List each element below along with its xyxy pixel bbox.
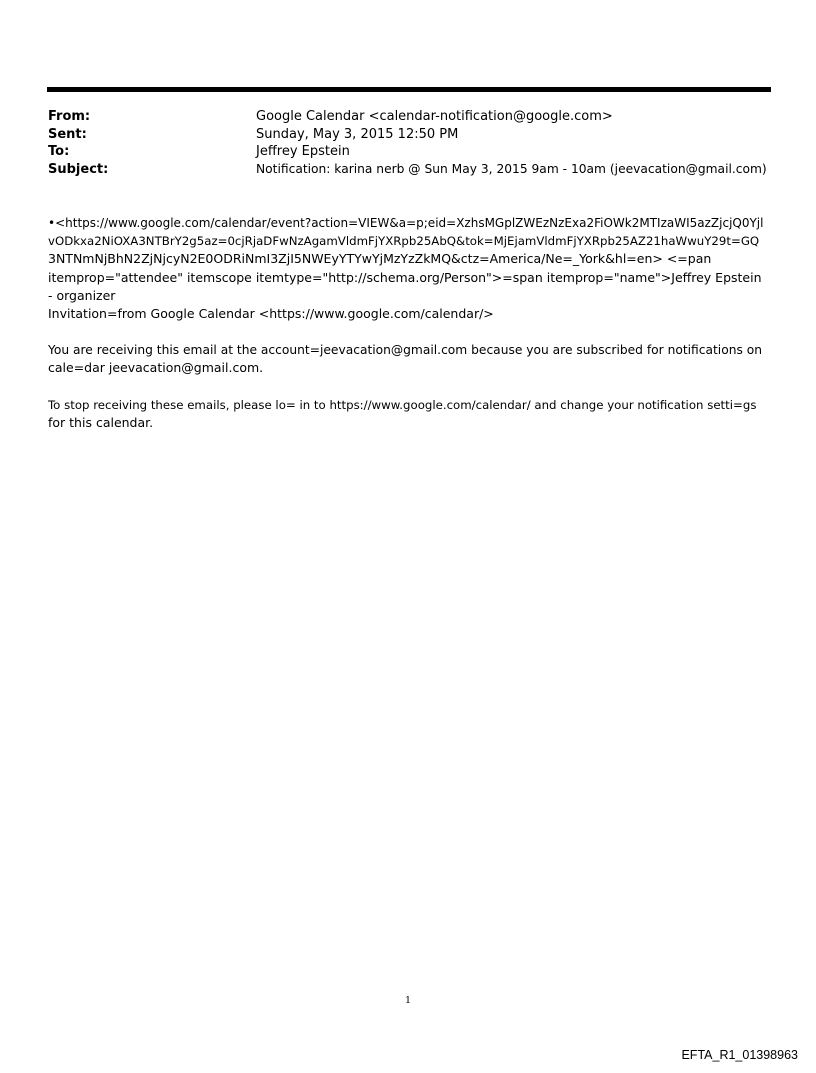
header-divider — [47, 87, 771, 92]
sent-row — [48, 126, 768, 144]
sent-value: Sunday, May 3, 2015 12:50 PM — [256, 126, 459, 142]
subject-row — [48, 161, 768, 179]
sent-label: Sent: — [48, 126, 87, 142]
subject-label: Subject: — [48, 161, 109, 177]
email-body — [48, 214, 770, 450]
body-line: Invitation=from Google Calendar <https://www.google.com/calendar/> — [48, 306, 494, 322]
body-line: vODkxa2NiOXA3NTBrY2g5az=0cjRjaDFwNzAgamVldmFjYXRpb25AbQ&tok=MjEjamVldmFjYXRpb25AZ21haWwuY29t=GQ — [48, 234, 760, 249]
to-row — [48, 143, 768, 161]
body-line: cale=dar jeevacation@gmail.com. — [48, 360, 264, 376]
body-line: You are receiving this email at the account=jeevacation@gmail.com because you are subscribed for notifications on — [48, 343, 762, 358]
from-row — [48, 108, 768, 126]
subject-value: Notification: karina nerb @ Sun May 3, 2015 9am - 10am (jeevacation@gmail.com) — [256, 161, 767, 176]
page-number: 1 — [404, 995, 412, 1006]
body-line: 3NTNmNjBhN2ZjNjcyN2E0ODRiNmI3ZjI5NWEyYTYwYjMzYzZkMQ&ctz=America/Ne=_York&hl=en> <=pan — [48, 251, 712, 267]
to-label: To: — [48, 144, 70, 159]
subscription-notice-paragraph — [48, 341, 770, 377]
bates-number: EFTA_R1_01398963 — [681, 1048, 798, 1062]
event-link-paragraph — [48, 214, 770, 323]
email-headers — [48, 108, 768, 178]
to-value: Jeffrey Epstein — [256, 144, 350, 159]
body-line: •<https://www.google.com/calendar/event?action=VIEW&a=p;eid=XzhsMGplZWEzNzExa2FiOWk2MTIzaWI5azZjcjQ0Yjl — [48, 216, 764, 230]
body-line: for this calendar. — [48, 414, 154, 430]
from-label: From: — [48, 109, 91, 124]
body-line: itemprop="attendee" itemscope itemtype="http://schema.org/Person">=span itemprop="name">Jeffrey Epstein — [48, 269, 762, 285]
from-value: Google Calendar <calendar-notification@google.com> — [256, 109, 613, 124]
unsubscribe-paragraph — [48, 396, 770, 432]
body-line: To stop receiving these emails, please lo= in to https://www.google.com/calendar/ and change your notification setti=gs — [48, 397, 757, 412]
body-line: - organizer — [48, 287, 116, 303]
